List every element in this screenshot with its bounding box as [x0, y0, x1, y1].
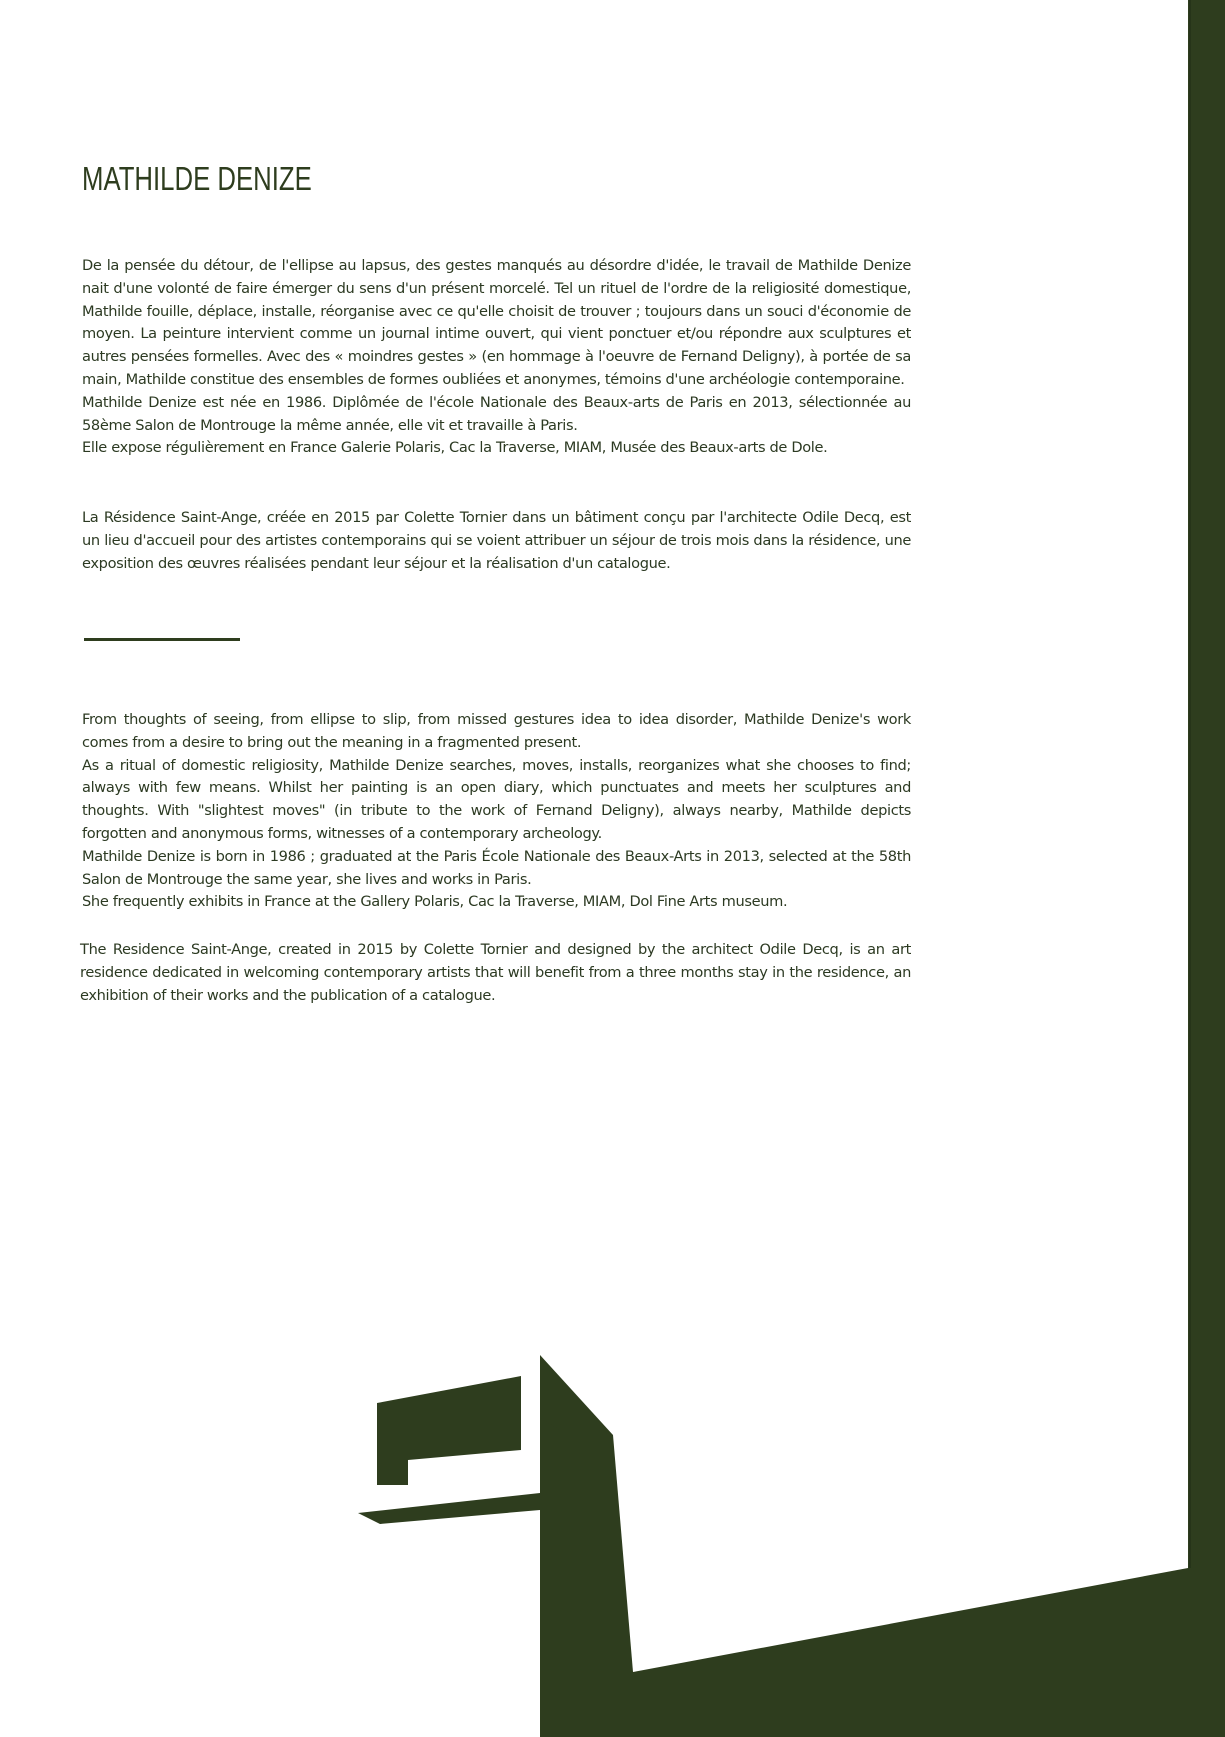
- french-paragraph: Elle expose régulièrement en France Galerie Polaris, Cac la Traverse, MIAM, Musée des Beaux-arts de Dole.: [82, 439, 828, 457]
- french-paragraph: Mathilde Denize est née en 1986. Diplômée de l'école Nationale des Beaux-arts de Paris en 2013, sélectionnée au 58ème Salon de Montrouge la même année, elle vit et travaille à Paris.: [82, 393, 911, 434]
- overhang-block-shape: [377, 1376, 521, 1485]
- cantilever-slab-shape: [358, 1493, 540, 1524]
- building-body-shape: [540, 1418, 560, 1737]
- english-paragraph: She frequently exhibits in France at the Gallery Polaris, Cac la Traverse, MIAM, Dol Fine Arts museum.: [82, 893, 788, 911]
- english-paragraph: Mathilde Denize is born in 1986 ; graduated at the Paris École Nationale des Beaux-Arts in 2013, selected at the 58th Salon de Montrouge the same year, she lives and works in Paris.: [82, 847, 911, 888]
- english-residence-text: [80, 939, 911, 1007]
- english-biography: [82, 709, 911, 914]
- french-paragraph: De la pensée du détour, de l'ellipse au lapsus, des gestes manqués au désordre d'idée, le travail de Mathilde Denize nait d'une volonté de faire émerger du sens d'un présent morcelé. Tel un rituel de l'ordre de la religiosité domestique, Mathilde fouille, déplace, installe, réorganise avec ce qu'elle choisit de trouver ; toujours dans un souci d'économie de moyen. La peinture intervient comme un journal intime ouvert, qui vient ponctuer et/ou répondre aux sculptures et autres pensées formelles. Avec des « moindres gestes » (en hommage à l'oeuvre de Fernand Deligny), à portée de sa main, Mathilde constitue des ensembles de formes oubliées et anonymes, témoins d'une archéologie contemporaine.: [82, 257, 911, 388]
- page-title: MATHILDE DENIZE: [82, 160, 312, 197]
- english-paragraph: As a ritual of domestic religiosity, Mathilde Denize searches, moves, installs, reorganizes what she chooses to find; always with few means. Whilst her painting is an open diary, which punctuates and meets her sculptures and thoughts. With "slightest moves" (in tribute to the work of Fernand Deligny), always nearby, Mathilde depicts forgotten and anonymous forms, witnesses of a contemporary archeology.: [82, 756, 911, 842]
- french-residence-paragraph: La Résidence Saint-Ange, créée en 2015 par Colette Tornier dans un bâtiment conçu par l'architecte Odile Decq, est un lieu d'accueil pour des artistes contemporains qui se voient attribuer un séjour de trois mois dans la résidence, une exposition des œuvres réalisées pendant leur séjour et la réalisation d'un catalogue.: [82, 509, 911, 572]
- french-residence-text: [82, 507, 911, 575]
- section-divider: [84, 638, 240, 641]
- english-residence-paragraph: The Residence Saint-Ange, created in 2015 by Colette Tornier and designed by the architect Odile Decq, is an art residence dedicated in welcoming contemporary artists that will benefit from a three months stay in the residence, an exhibition of their works and the publication of a catalogue.: [80, 941, 911, 1004]
- english-paragraph: From thoughts of seeing, from ellipse to slip, from missed gestures idea to idea disorder, Mathilde Denize's work comes from a desire to bring out the meaning in a fragmented present.: [82, 711, 911, 751]
- french-biography: [82, 255, 911, 460]
